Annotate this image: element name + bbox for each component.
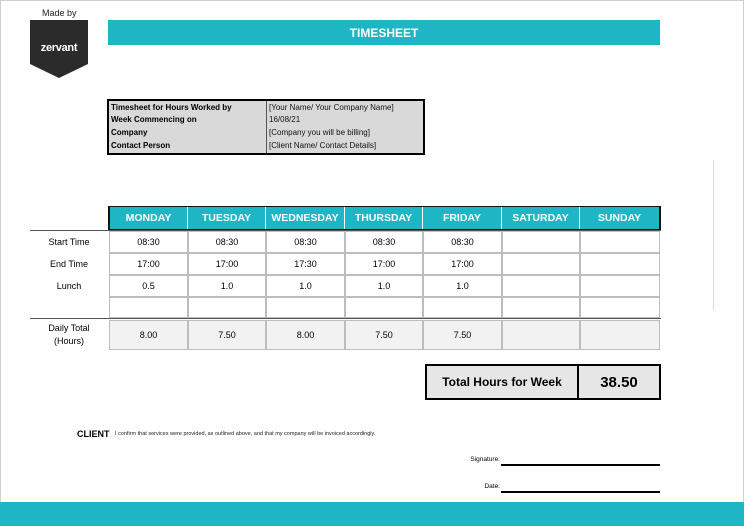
cell-start-wednesday[interactable]: 08:30 bbox=[266, 231, 345, 253]
cell-lunch-monday[interactable]: 0.5 bbox=[109, 275, 188, 297]
cell-total-saturday bbox=[502, 320, 580, 350]
daily-total-label-line1: Daily Total bbox=[48, 323, 90, 333]
day-header-sunday: SUNDAY bbox=[580, 207, 659, 229]
signature-line[interactable] bbox=[501, 464, 660, 466]
cell-end-tuesday[interactable]: 17:00 bbox=[188, 253, 266, 275]
daily-total-label-line2: (Hours) bbox=[53, 336, 84, 346]
cell-total-wednesday: 8.00 bbox=[266, 320, 345, 350]
logo-text: zervant bbox=[40, 42, 78, 54]
row-label-start-time: Start Time bbox=[48, 236, 90, 247]
date-line[interactable] bbox=[501, 491, 660, 493]
cell-lunch-sunday[interactable] bbox=[580, 275, 660, 297]
cell-start-sunday[interactable] bbox=[580, 231, 660, 253]
timesheet-info-box bbox=[107, 99, 425, 155]
cell-total-friday: 7.50 bbox=[423, 320, 502, 350]
made-by-label: Made by bbox=[42, 8, 77, 18]
row-divider bbox=[30, 318, 661, 319]
cell-total-monday: 8.00 bbox=[109, 320, 188, 350]
info-label: Timesheet for Hours Worked by bbox=[111, 103, 232, 112]
day-header-thursday: THURSDAY bbox=[345, 207, 423, 229]
cell-start-friday[interactable]: 08:30 bbox=[423, 231, 502, 253]
cell-end-thursday[interactable]: 17:00 bbox=[345, 253, 423, 275]
date-label: Date: bbox=[484, 483, 500, 490]
info-value[interactable]: [Your Name/ Your Company Name] bbox=[269, 103, 394, 112]
day-header-friday: FRIDAY bbox=[423, 207, 502, 229]
total-hours-label: Total Hours for Week bbox=[425, 364, 579, 400]
cell-end-saturday[interactable] bbox=[502, 253, 580, 275]
day-header-tuesday: TUESDAY bbox=[188, 207, 266, 229]
cell-end-monday[interactable]: 17:00 bbox=[109, 253, 188, 275]
cell-lunch-thursday[interactable]: 1.0 bbox=[345, 275, 423, 297]
day-header-saturday: SATURDAY bbox=[502, 207, 580, 229]
cell-lunch-tuesday[interactable]: 1.0 bbox=[188, 275, 266, 297]
side-border-mark bbox=[713, 160, 714, 310]
cell-lunch-saturday[interactable] bbox=[502, 275, 580, 297]
cell-extra-monday[interactable] bbox=[109, 297, 188, 318]
row-label-lunch: Lunch bbox=[56, 280, 82, 291]
cell-extra-wednesday[interactable] bbox=[266, 297, 345, 318]
client-confirmation-note: I confirm that services were provided, as outlined above, and that my company will be invoiced accordingly. bbox=[115, 431, 376, 437]
cell-total-tuesday: 7.50 bbox=[188, 320, 266, 350]
row-label-extra bbox=[30, 297, 108, 318]
info-label: Week Commencing on bbox=[111, 115, 197, 124]
cell-total-thursday: 7.50 bbox=[345, 320, 423, 350]
day-header-wednesday: WEDNESDAY bbox=[266, 207, 345, 229]
cell-extra-friday[interactable] bbox=[423, 297, 502, 318]
cell-end-friday[interactable]: 17:00 bbox=[423, 253, 502, 275]
cell-lunch-friday[interactable]: 1.0 bbox=[423, 275, 502, 297]
day-header-monday: MONDAY bbox=[110, 207, 188, 229]
cell-extra-sunday[interactable] bbox=[580, 297, 660, 318]
cell-lunch-wednesday[interactable]: 1.0 bbox=[266, 275, 345, 297]
info-label: Contact Person bbox=[111, 141, 171, 150]
cell-total-sunday bbox=[580, 320, 660, 350]
cell-extra-saturday[interactable] bbox=[502, 297, 580, 318]
cell-end-wednesday[interactable]: 17:30 bbox=[266, 253, 345, 275]
cell-start-tuesday[interactable]: 08:30 bbox=[188, 231, 266, 253]
row-label-end-time: End Time bbox=[49, 258, 89, 269]
page-title: TIMESHEET bbox=[108, 20, 660, 45]
cell-start-saturday[interactable] bbox=[502, 231, 580, 253]
client-label: CLIENT bbox=[77, 429, 110, 439]
cell-extra-thursday[interactable] bbox=[345, 297, 423, 318]
row-label-daily-total bbox=[30, 320, 108, 350]
signature-label: Signature: bbox=[470, 456, 500, 463]
footer-bar bbox=[0, 502, 744, 526]
cell-start-monday[interactable]: 08:30 bbox=[109, 231, 188, 253]
cell-extra-tuesday[interactable] bbox=[188, 297, 266, 318]
info-label: Company bbox=[111, 128, 148, 137]
info-value[interactable]: [Client Name/ Contact Details] bbox=[269, 141, 377, 150]
info-divider bbox=[266, 101, 267, 153]
total-hours-value: 38.50 bbox=[579, 364, 661, 400]
info-value[interactable]: [Company you will be billing] bbox=[269, 128, 370, 137]
cell-end-sunday[interactable] bbox=[580, 253, 660, 275]
zervant-logo bbox=[30, 20, 88, 78]
cell-start-thursday[interactable]: 08:30 bbox=[345, 231, 423, 253]
info-value[interactable]: 16/08/21 bbox=[269, 115, 301, 124]
